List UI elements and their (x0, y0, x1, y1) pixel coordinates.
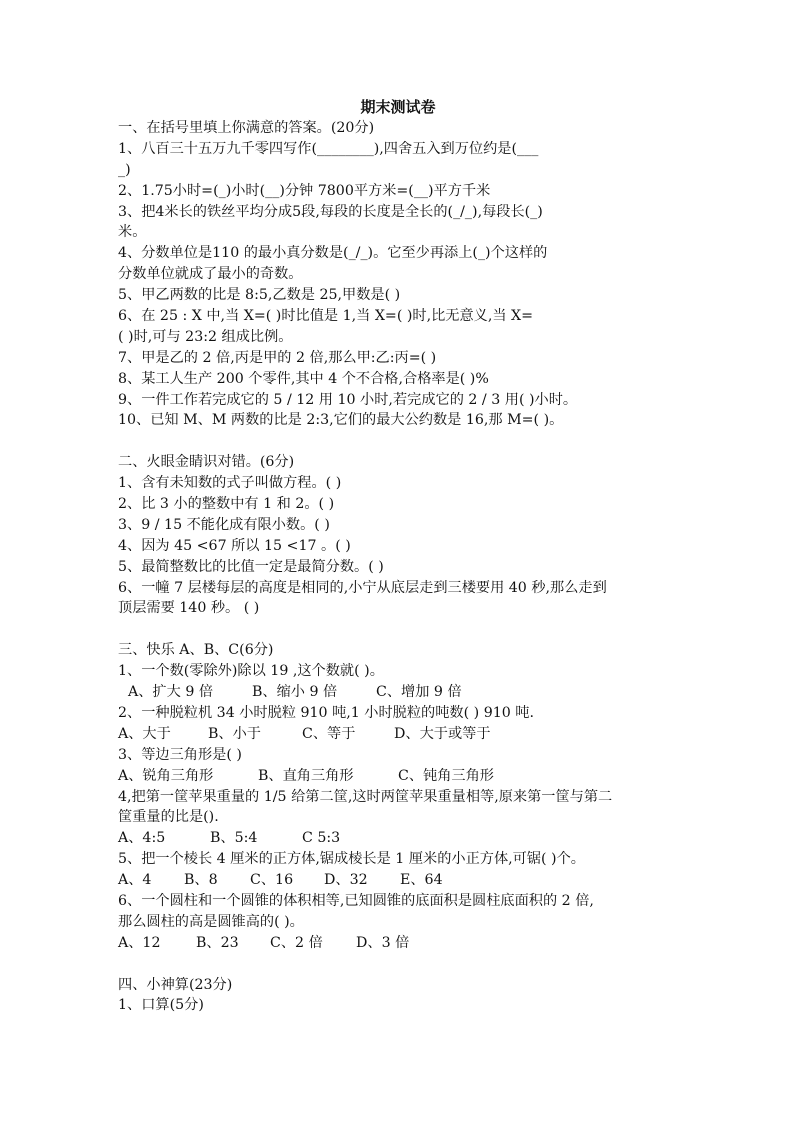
option: B、23 (196, 934, 239, 951)
option: D、32 (324, 872, 368, 889)
question-line: 7、甲是乙的 2 倍,丙是甲的 2 倍,那么甲:乙:丙=( ) (118, 349, 437, 366)
question-line: 4、因为 45 <67 所以 15 <17 。( ) (118, 537, 351, 554)
question-line: 5、最简整数比的比值一定是最简分数。( ) (118, 558, 384, 575)
options-row (118, 870, 678, 891)
question-line: 2、1.75小时=(_)小时(__)分钟 7800平方米=(__)平方千米 (118, 182, 491, 199)
question-line: 6、一幢 7 层楼每层的高度是相同的,小宁从底层走到三楼要用 40 秒,那么走到 (118, 579, 607, 596)
question-line: 筐重量的比是(). (118, 809, 219, 826)
option: C、等于 (302, 725, 356, 742)
option: B、直角三角形 (258, 767, 354, 784)
question-line: 2、一种脱粒机 34 小时脱粒 910 吨,1 小时脱粒的吨数( ) 910 吨. (118, 704, 534, 721)
option: D、大于或等于 (394, 725, 491, 742)
section-heading: 三、快乐 A、B、C(6分) (118, 642, 274, 659)
option: A、锐角三角形 (118, 767, 214, 784)
question-line: 顶层需要 140 秒。 ( ) (118, 600, 260, 617)
question-line: 5、把一个棱长 4 厘米的正方体,锯成棱长是 1 厘米的小正方体,可锯( )个。 (118, 851, 585, 868)
question-line: 6、一个圆柱和一个圆锥的体积相等,已知圆锥的底面积是圆柱底面积的 2 倍, (118, 892, 594, 909)
option: B、5:4 (210, 830, 258, 847)
question-line: 6、在 25 : X 中,当 X=( )时比值是 1,当 X=( )时,比无意义,当 X= (118, 308, 534, 325)
question-line: 4,把第一筐苹果重量的 1/5 给第二筐,这时两筐苹果重量相等,原来第一筐与第二 (118, 788, 613, 805)
option: B、小于 (208, 725, 261, 742)
option: C、增加 9 倍 (376, 684, 462, 701)
exam-content (118, 96, 678, 1016)
option: B、8 (184, 872, 218, 889)
option: A、12 (118, 934, 161, 951)
options-row (118, 724, 678, 745)
option: A、大于 (118, 725, 171, 742)
question-line: ( )时,可与 23:2 组成比例。 (118, 328, 293, 345)
question-line: 10、已知 M、M 两数的比是 2:3,它们的最大公约数是 16,那 M=( )。 (118, 412, 564, 429)
section-gap (118, 431, 678, 452)
question-line: 1、口算(5分) (118, 997, 204, 1014)
question-line: 3、把4米长的铁丝平均分成5段,每段的长度是全长的(_/_),每段长(_) (118, 203, 543, 220)
question-line: _) (118, 161, 131, 178)
question-line: 分数单位就成了最小的奇数。 (118, 266, 303, 283)
question-line: 8、某工人生产 200 个零件,其中 4 个不合格,合格率是( )% (118, 370, 489, 387)
question-line: 1、一个数(零除外)除以 19 ,这个数就( )。 (118, 663, 384, 680)
option: C、2 倍 (270, 934, 323, 951)
option: A、扩大 9 倍 (128, 684, 214, 701)
option: B、缩小 9 倍 (252, 684, 338, 701)
question-line: 4、分数单位是110 的最小真分数是(_/_)。它至少再添上(_)个这样的 (118, 245, 548, 262)
section-heading: 二、火眼金睛识对错。(6分) (118, 454, 295, 471)
question-line: 3、9 / 15 不能化成有限小数。( ) (118, 516, 330, 533)
options-row (118, 766, 678, 787)
section-heading: 一、在括号里填上你满意的答案。(20分) (118, 120, 375, 136)
option: C 5:3 (302, 830, 341, 847)
question-line: 1、含有未知数的式子叫做方程。( ) (118, 475, 342, 492)
option: E、64 (400, 872, 443, 889)
option: A、4:5 (118, 830, 166, 847)
question-line: 3、等边三角形是( ) (118, 746, 242, 763)
section-heading: 四、小神算(23分) (118, 976, 233, 993)
page-title: 期末测试卷 (360, 98, 436, 116)
options-row (118, 933, 678, 954)
question-line: 1、八百三十五万九千零四写作(________),四舍五入到万位约是(___ (118, 140, 539, 157)
question-line: 那么圆柱的高是圆锥高的( )。 (118, 913, 304, 930)
option: A、4 (118, 872, 152, 889)
question-line: 9、一件工作若完成它的 5 / 12 用 10 小时,若完成它的 2 / 3 用( )小时。 (118, 391, 578, 408)
question-line: 米。 (118, 224, 147, 241)
option: C、钝角三角形 (398, 767, 494, 784)
options-row (118, 682, 678, 703)
question-line: 5、甲乙两数的比是 8:5,乙数是 25,甲数是( ) (118, 287, 401, 304)
question-line: 2、比 3 小的整数中有 1 和 2。( ) (118, 496, 335, 513)
option: D、3 倍 (356, 934, 410, 951)
options-row (118, 828, 678, 849)
option: C、16 (250, 872, 294, 889)
section-gap (118, 954, 678, 975)
section-gap (118, 619, 678, 640)
